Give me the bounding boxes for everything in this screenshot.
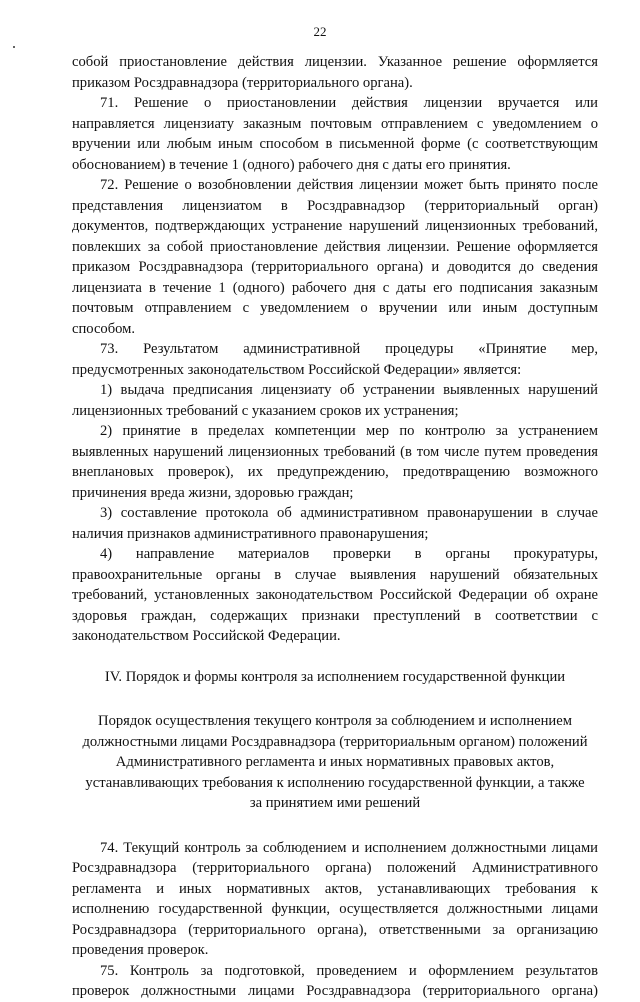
subheading-line: устанавливающих требования к исполнению государственной функции, а также (85, 774, 585, 791)
list-item-3: 3) составление протокола об административном правонарушении в случае наличия признаков административного правонарушения; (72, 505, 598, 542)
section-heading: IV. Порядок и формы контроля за исполнением государственной функции (104, 668, 566, 685)
paragraph-72: 72. Решение о возобновлении действия лицензии может быть принято после представления лицензиатом в Росздравнадзор (территориальный орган) документов, подтверждающих устранение нарушений лицензионных требований, повлекших за собой приостановление действия лицензии. Решение оформляется приказом Росздравнадзора (территориального органа) и доводится до сведения лицензиата в течение 1 (одного) рабочего дня с даты его подписания заказным почтовым отправлением с уведомлением о вручении или иным доступным способом. (72, 177, 598, 337)
paragraph-71: 71. Решение о приостановлении действия лицензии вручается или направляется лицензиату заказным почтовым отправлением с уведомлением о вручении или любым иным способом в письменной форме (с соответствующим обоснованием) в течение 1 (одного) рабочего дня с даты его принятия. (72, 95, 598, 173)
paragraph-73: 73. Результатом административной процедуры «Принятие мер, предусмотренных законодательством Российской Федерации» является: (72, 341, 598, 378)
paragraph-74: 74. Текущий контроль за соблюдением и исполнением должностными лицами Росздравнадзора (территориального органа) положений Административного регламента и иных нормативных актов, устанавливающих требования к исполнению государственной функции, осуществляется должностными лицами Росздравнадзора (территориального органа), ответственными за организацию проведения проверок. (72, 839, 598, 958)
subheading (72, 711, 598, 814)
page-number: 22 (313, 24, 327, 39)
paragraph-75: 75. Контроль за подготовкой, проведением и оформлением результатов проверок должностными лицами Росздравнадзора (территориального органа) (72, 962, 598, 999)
list-item-1: 1) выдача предписания лицензиату об устранении выявленных нарушений лицензионных требований с указанием сроков их устранения; (72, 382, 598, 419)
list-item-2: 2) принятие в пределах компетенции мер по контролю за устранением выявленных нарушений лицензионных требований (в том числе путем проведения внеплановых проверок), их предупреждению, предотвращению возможного причинения вреда жизни, здоровью граждан; (72, 423, 598, 501)
subheading-line: за принятием ими решений (249, 795, 421, 811)
list-item-4: 4) направление материалов проверки в органы прокуратуры, правоохранительные органы в случае выявления нарушений обязательных требований, установленных законодательством Российской Федерации об охране здоровья граждан, содержащих признаки преступлений в соответствии с законодательством Российской Федерации. (72, 546, 598, 644)
scan-artifact (13, 46, 15, 48)
subheading-line: Административного регламента и иных нормативных правовых актов, (115, 754, 555, 770)
paragraph-continuation: собой приостановление действия лицензии. Указанное решение оформляется приказом Росздравнадзора (территориального органа). (72, 54, 598, 91)
subheading-line: Порядок осуществления текущего контроля за соблюдением и исполнением (98, 713, 572, 729)
document-body (72, 52, 598, 1002)
subheading-line: должностными лицами Росздравнадзора (территориальным органом) положений (82, 733, 588, 750)
